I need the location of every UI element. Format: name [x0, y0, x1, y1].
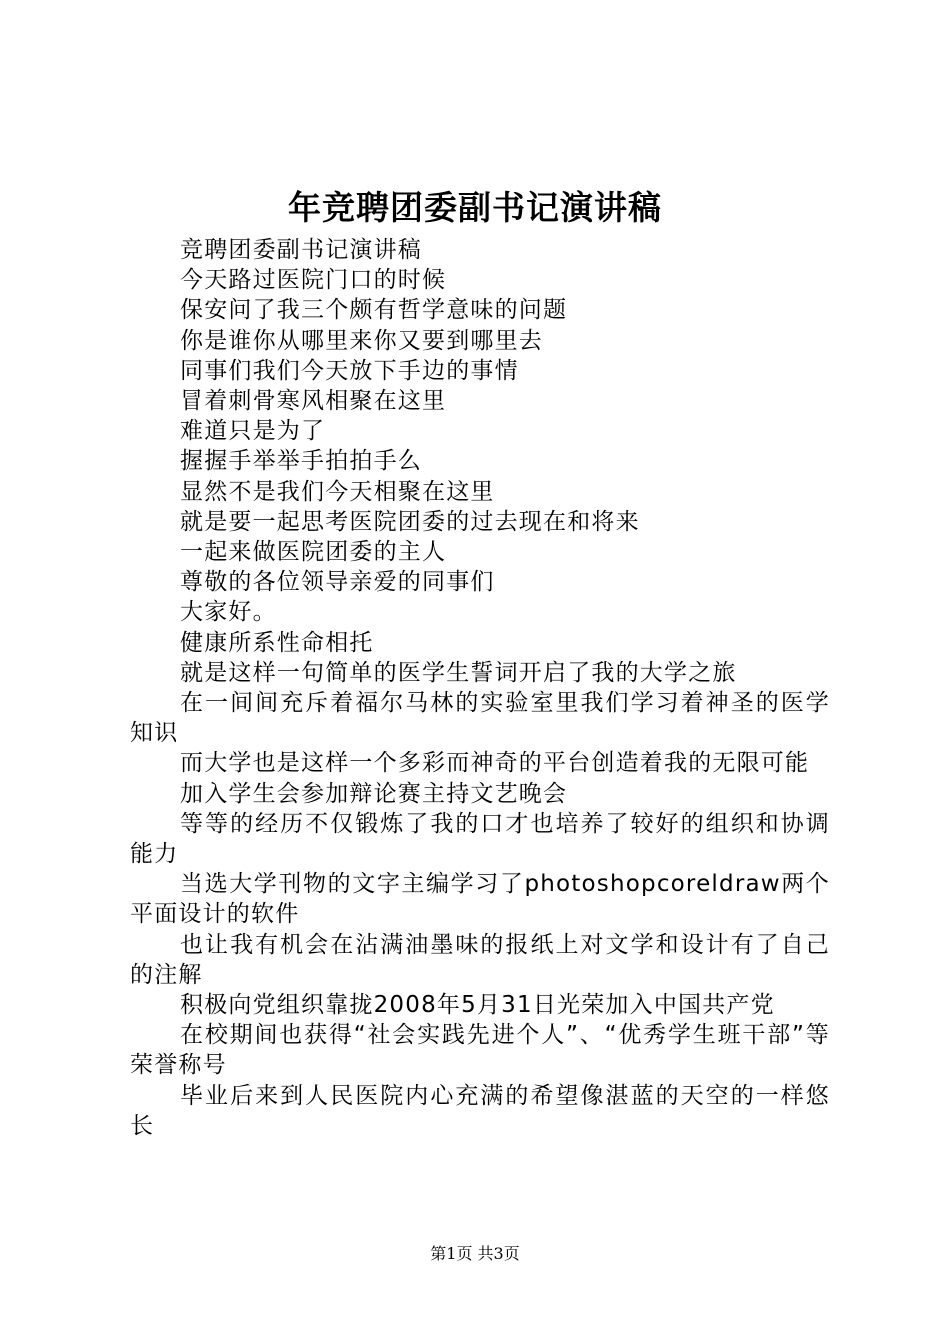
paragraph: 在一间间充斥着福尔马林的实验室里我们学习着神圣的医学知识: [130, 690, 830, 747]
paragraph: 在校期间也获得“社会实践先进个人”、“优秀学生班干部”等荣誉称号: [130, 1022, 830, 1079]
paragraph: 握握手举举手拍拍手么: [180, 448, 422, 475]
document-title: 年竞聘团委副书记演讲稿: [288, 188, 662, 227]
paragraph: 而大学也是这样一个多彩而神奇的平台创造着我的无限可能: [180, 750, 810, 777]
paragraph: 一起来做医院团委的主人: [180, 539, 447, 566]
paragraph: 健康所系性命相托: [180, 629, 374, 656]
paragraph: 加入学生会参加辩论赛主持文艺晚会: [180, 780, 568, 807]
paragraph: 显然不是我们今天相聚在这里: [180, 478, 495, 505]
paragraph: 同事们我们今天放下手边的事情: [180, 357, 519, 384]
paragraph: 你是谁你从哪里来你又要到哪里去: [180, 327, 543, 354]
paragraph: 毕业后来到人民医院内心充满的希望像湛蓝的天空的一样悠长: [130, 1082, 830, 1139]
paragraph: 保安问了我三个颇有哲学意味的问题: [180, 297, 568, 324]
page-number-footer: 第1页 共3页: [430, 1244, 520, 1263]
paragraph: 大家好。: [180, 599, 277, 626]
paragraph: 竞聘团委副书记演讲稿: [180, 237, 422, 263]
paragraph: 尊敬的各位领导亲爱的同事们: [180, 569, 495, 596]
paragraph: 今天路过医院门口的时候: [180, 267, 447, 294]
paragraph: 难道只是为了: [180, 418, 326, 445]
paragraph: 冒着刺骨寒风相聚在这里: [180, 388, 447, 415]
paragraph: 就是这样一句简单的医学生誓词开启了我的大学之旅: [180, 659, 737, 686]
paragraph: 积极向党组织靠拢2008年5月31日光荣加入中国共产党: [180, 992, 775, 1019]
document-body: [130, 235, 830, 1141]
paragraph: 就是要一起思考医院团委的过去现在和将来: [180, 508, 640, 535]
paragraph: 当选大学刊物的文字主编学习了photoshopcoreldraw两个平面设计的软件: [130, 871, 830, 928]
paragraph: 也让我有机会在沾满油墨味的报纸上对文学和设计有了自己的注解: [130, 931, 830, 988]
paragraph: 等等的经历不仅锻炼了我的口才也培养了较好的组织和协调能力: [130, 810, 830, 868]
